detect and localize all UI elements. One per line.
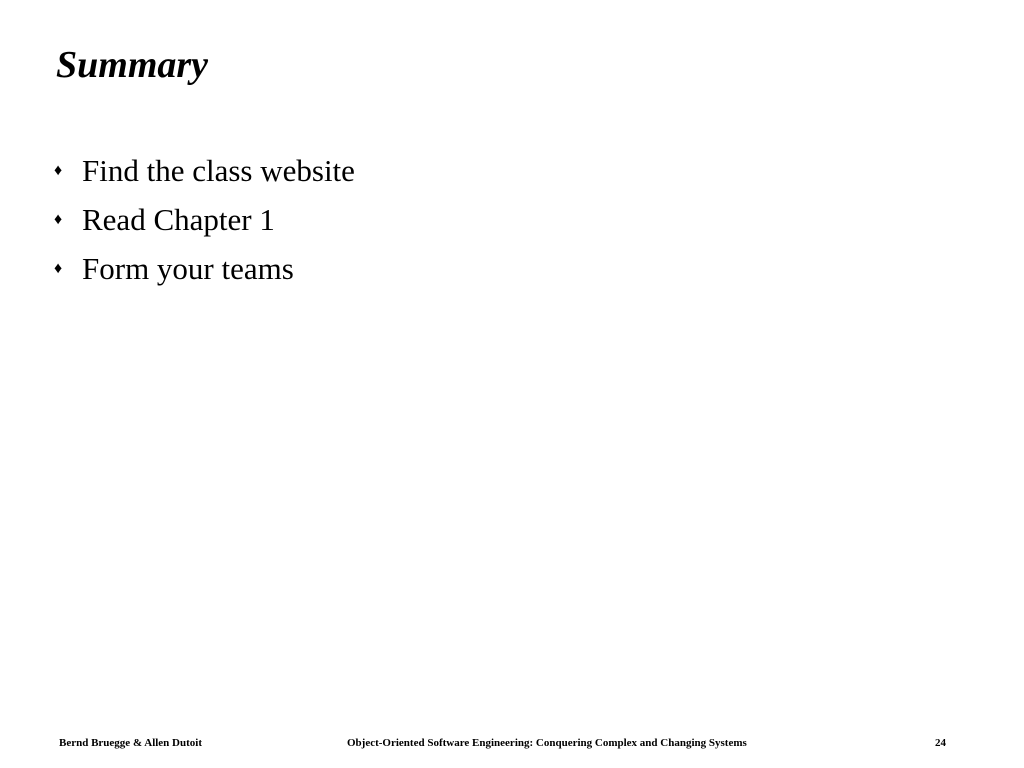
bullet-text: Find the class website [82,152,355,188]
bullet-list [54,146,355,293]
diamond-bullet-icon: ♦ [54,210,63,228]
list-item [54,146,355,195]
footer-book-title: Object-Oriented Software Engineering: Conquering Complex and Changing Systems [347,737,747,749]
diamond-bullet-icon: ♦ [54,161,63,179]
slide-title: Summary [56,44,209,86]
bullet-text: Form your teams [82,250,294,286]
list-item [54,195,355,244]
footer-page-number: 24 [935,737,946,749]
footer-authors: Bernd Bruegge & Allen Dutoit [59,737,202,749]
list-item [54,244,355,293]
bullet-text: Read Chapter 1 [82,201,275,237]
diamond-bullet-icon: ♦ [54,259,63,277]
